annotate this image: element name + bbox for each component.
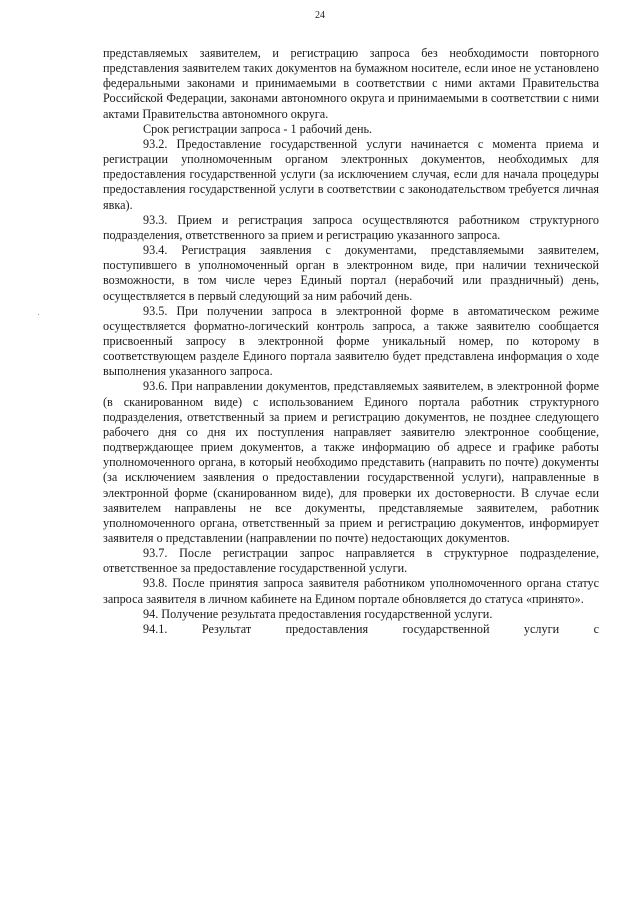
- paragraph-continuation: представляемых заявителем, и регистрацию запроса без необходимости повторного представления заявителем таких документов на бумажном носителе, если иное не установлено федеральными законами и принимаемыми в соответствии с ними актами Правительства Российской Федерации, законами автономного округа и принимаемыми в соответствии с ними актами Правительства автономного округа.: [103, 46, 599, 121]
- paragraph-93-5: 93.5. При получении запроса в электронной форме в автоматическом режиме осуществляется форматно-логический контроль запроса, а также заявителю сообщается присвоенный запросу в электронной форме уникальный номер, по которому в соответствующем разделе Единого портала заявителю будет представлена информация о ходе выполнения указанного запроса.: [103, 303, 599, 379]
- paragraph-93-7: 93.7. После регистрации запрос направляется в структурное подразделение, ответственное за предоставление государственной услуги.: [103, 546, 599, 576]
- paragraph-93-3: 93.3. Прием и регистрация запроса осуществляются работником структурного подразделения, ответственного за прием и регистрацию указанного запроса.: [103, 212, 599, 242]
- paragraph-94: 94. Получение результата предоставления государственной услуги.: [143, 606, 493, 621]
- paragraph-93-6: 93.6. При направлении документов, представляемых заявителем, в электронной форме (в сканированном виде) с использованием Единого портала работник структурного подразделения, ответственный за прием и регистрацию документов, не позднее следующего рабочего дня со дня их поступления направляет заявителю электронное сообщение, подтверждающее прием документов, а также информацию об адресе и графике работы уполномоченного органа, в который необходимо представить (направить по почте) документы (за исключением заявления о предоставлении государственной услуги), направленные в электронной форме (сканированном виде), для проверки их достоверности. В случае если заявителем направлены не все документы, представляемые заявителем, работник уполномоченного органа, ответственный за прием и регистрацию документов, информирует заявителя о представлении (направлении по почте) недостающих документов.: [103, 379, 599, 545]
- scan-speck: [38, 314, 39, 315]
- page-number: 24: [315, 10, 325, 21]
- paragraph-93-8: 93.8. После принятия запроса заявителя работником уполномоченного органа статус запроса заявителя в личном кабинете на Едином портале обновляется до статуса «принято».: [103, 576, 599, 606]
- paragraph-93-4: 93.4. Регистрация заявления с документами, представляемыми заявителем, поступившего в уполномоченный орган в электронном виде, при наличии технической возможности, в том числе через Единый портал (нерабочий или праздничный) день, осуществляется в первый следующий за ним рабочий день.: [103, 243, 599, 303]
- paragraph-94-1: 94.1. Результат предоставления государственной услуги с: [143, 621, 599, 636]
- document-body: [103, 46, 599, 637]
- paragraph-registration-term: Срок регистрации запроса - 1 рабочий день.: [143, 121, 373, 136]
- paragraph-93-2: 93.2. Предоставление государственной услуги начинается с момента приема и регистрации уполномоченным органом электронных документов, необходимых для предоставления государственной услуги (за исключением случая, если для начала процедуры предоставления государственной услуги в соответствии с законодательством требуется личная явка).: [103, 136, 599, 212]
